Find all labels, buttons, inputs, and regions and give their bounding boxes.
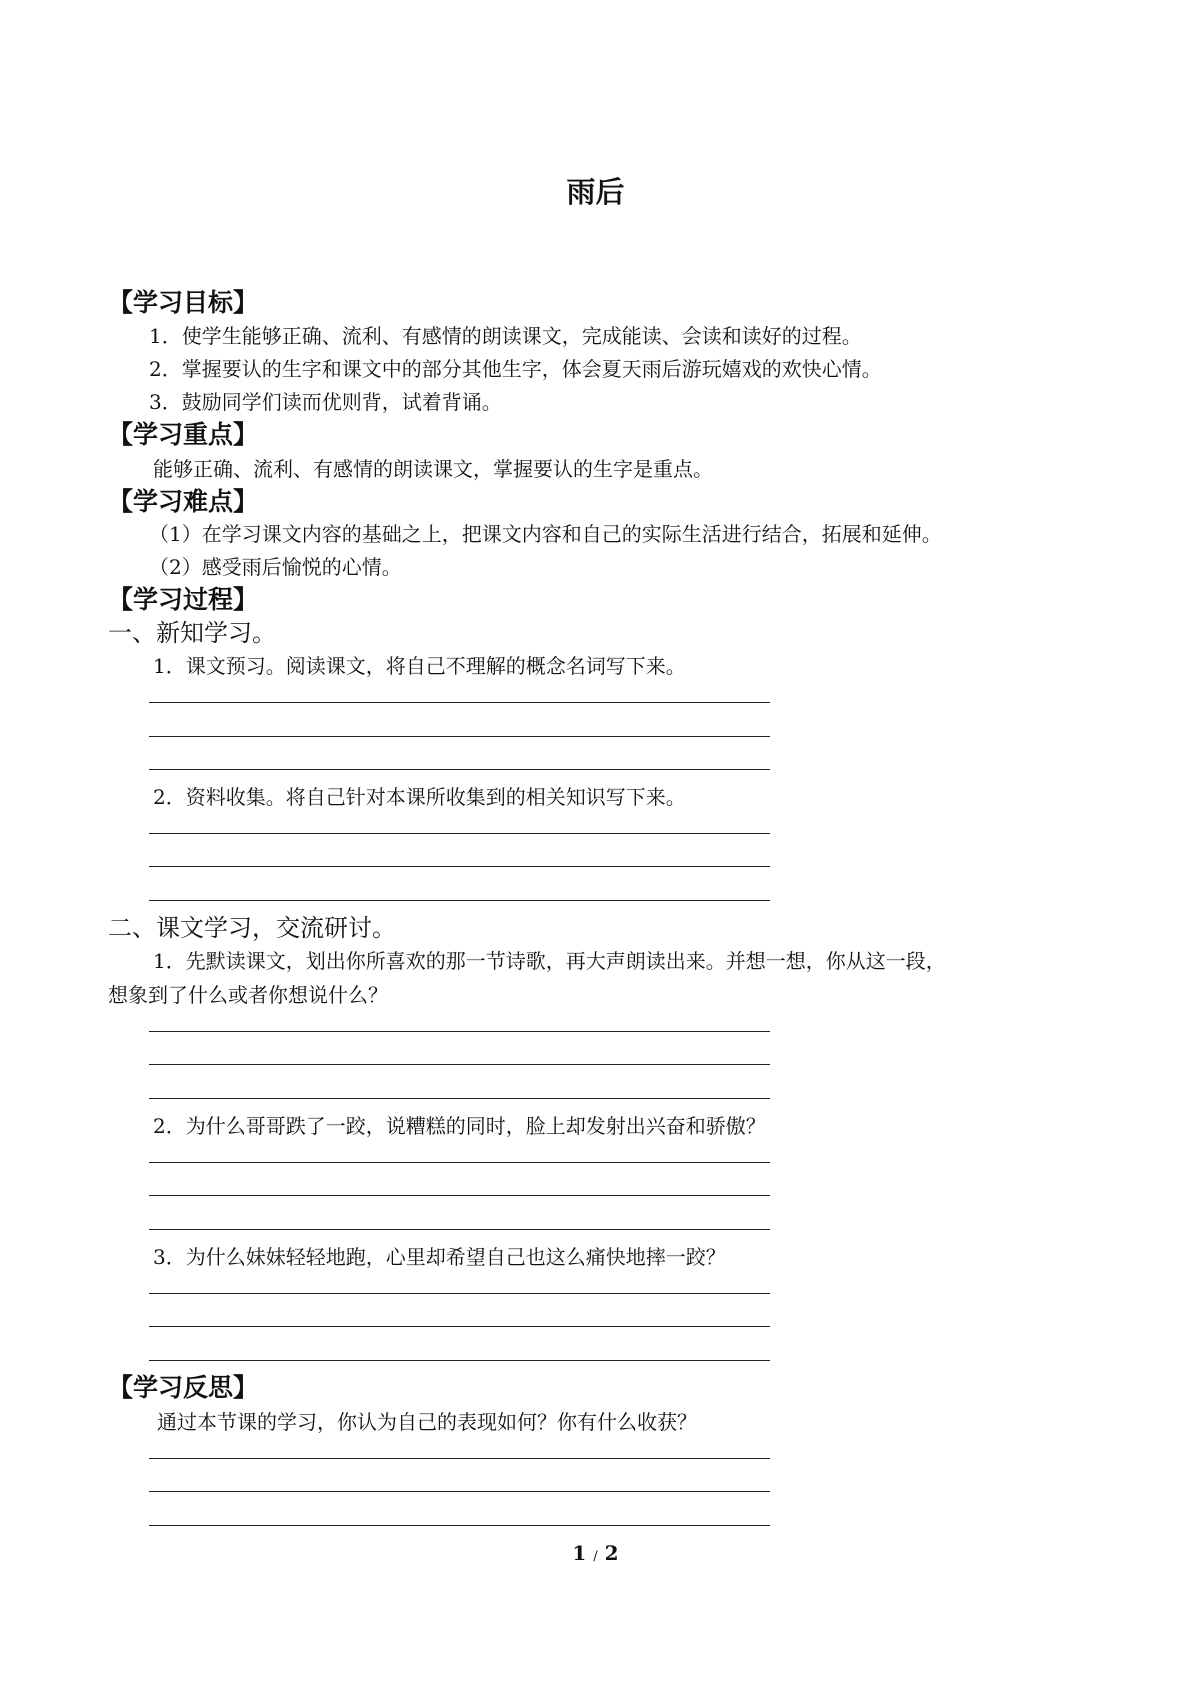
section-reflection-heading: 【学习反思】	[108, 1373, 259, 1402]
section-difficulty-heading: 【学习难点】	[108, 487, 259, 516]
answer-line[interactable]	[149, 1195, 770, 1196]
answer-line[interactable]	[149, 1458, 770, 1459]
difficulty-item-1: （1）在学习课文内容的基础之上，把课文内容和自己的实际生活进行结合，拓展和延伸。	[149, 522, 942, 546]
page-current: 1	[572, 1541, 587, 1565]
answer-line[interactable]	[149, 866, 770, 867]
goal-item-1: 1．使学生能够正确、流利、有感情的朗读课文，完成能读、会读和读好的过程。	[149, 324, 862, 348]
part1-question-1: 1．课文预习。阅读课文，将自己不理解的概念名词写下来。	[153, 654, 686, 678]
answer-line[interactable]	[149, 702, 770, 703]
part1-question-2: 2．资料收集。将自己针对本课所收集到的相关知识写下来。	[153, 785, 686, 809]
page-total: 2	[604, 1541, 619, 1565]
answer-line[interactable]	[149, 1326, 770, 1327]
part2-question-2: 2．为什么哥哥跌了一跤，说糟糕的同时，脸上却发射出兴奋和骄傲？	[153, 1114, 766, 1138]
page-separator: /	[593, 1549, 598, 1564]
answer-line[interactable]	[149, 1293, 770, 1294]
section-goals-heading: 【学习目标】	[108, 288, 259, 317]
answer-line[interactable]	[149, 1162, 770, 1163]
answer-line[interactable]	[149, 1064, 770, 1065]
answer-line[interactable]	[149, 1491, 770, 1492]
answer-line[interactable]	[149, 736, 770, 737]
section-key-heading: 【学习重点】	[108, 420, 259, 449]
answer-line[interactable]	[149, 900, 770, 901]
goal-item-3: 3．鼓励同学们读而优则背，试着背诵。	[149, 390, 502, 414]
answer-line[interactable]	[149, 1360, 770, 1361]
answer-line[interactable]	[149, 833, 770, 834]
key-point-text: 能够正确、流利、有感情的朗读课文，掌握要认的生字是重点。	[153, 457, 713, 481]
difficulty-item-2: （2）感受雨后愉悦的心情。	[149, 555, 402, 579]
part1-heading: 一、新知学习。	[108, 619, 276, 647]
part2-heading: 二、课文学习，交流研讨。	[108, 914, 396, 942]
goal-item-2: 2．掌握要认的生字和课文中的部分其他生字，体会夏天雨后游玩嬉戏的欢快心情。	[149, 357, 882, 381]
answer-line[interactable]	[149, 769, 770, 770]
answer-line[interactable]	[149, 1031, 770, 1032]
part2-question-1-cont: 想象到了什么或者你想说什么？	[108, 983, 388, 1007]
section-process-heading: 【学习过程】	[108, 585, 259, 614]
answer-line[interactable]	[149, 1229, 770, 1230]
part2-question-1: 1．先默读课文，划出你所喜欢的那一节诗歌，再大声朗读出来。并想一想，你从这一段，	[153, 949, 946, 973]
answer-line[interactable]	[149, 1098, 770, 1099]
page-title: 雨后	[566, 175, 625, 209]
answer-line[interactable]	[149, 1525, 770, 1526]
part2-question-3: 3．为什么妹妹轻轻地跑，心里却希望自己也这么痛快地摔一跤？	[153, 1245, 726, 1269]
page-number	[0, 1541, 1191, 1565]
reflection-text: 通过本节课的学习，你认为自己的表现如何？你有什么收获？	[157, 1410, 697, 1434]
